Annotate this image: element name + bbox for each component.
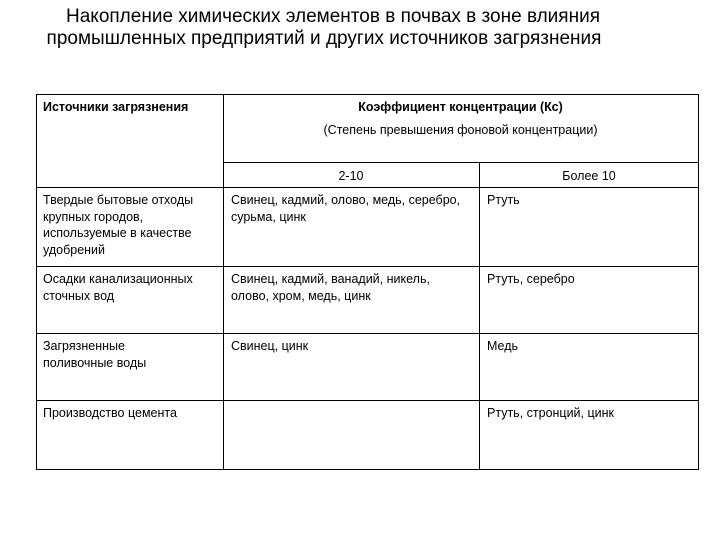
pollution-table <box>36 94 699 470</box>
row-1-range-low: Свинец, кадмий, олово, медь, серебро, сурьма, цинк <box>231 193 461 224</box>
row-3-range-high: Медь <box>487 339 519 353</box>
row-4-source: Производство цемента <box>43 406 177 420</box>
row-1-range-high: Ртуть <box>487 193 520 207</box>
row-2-range-low: Свинец, кадмий, ванадий, никель, олово, хром, медь, цинк <box>231 272 430 303</box>
divider-row-2 <box>37 333 698 334</box>
header-coefficient-subtitle: (Степень превышения фоновой концентрации) <box>323 123 598 137</box>
header-coefficient: Коэффициент концентрации (Кс) <box>358 100 563 114</box>
divider-row-3 <box>37 400 698 401</box>
row-2-source: Осадки канализационных сточных вод <box>43 272 193 303</box>
page-title <box>0 6 720 50</box>
header-range-high: Более 10 <box>562 169 616 183</box>
divider-header-bottom <box>37 187 698 188</box>
title-line-2: промышленных предприятий и других источников загрязнения <box>46 28 602 49</box>
header-sources: Источники загрязнения <box>43 100 189 114</box>
title-line-1: Накопление химических элементов в почвах в зоне влияния <box>66 6 600 27</box>
row-3-range-low: Свинец, цинк <box>231 339 309 353</box>
row-2-range-high: Ртуть, серебро <box>487 272 575 286</box>
divider-source-column <box>223 95 224 469</box>
divider-row-1 <box>37 266 698 267</box>
row-3-source: Загрязненные поливочные воды <box>43 339 147 370</box>
divider-subheader <box>223 162 698 163</box>
header-range-low: 2-10 <box>338 169 364 183</box>
row-1-source: Твердые бытовые отходы крупных городов, используемые в качестве удобрений <box>43 193 194 257</box>
row-4-range-high: Ртуть, стронций, цинк <box>487 406 615 420</box>
divider-range-columns <box>479 162 480 469</box>
